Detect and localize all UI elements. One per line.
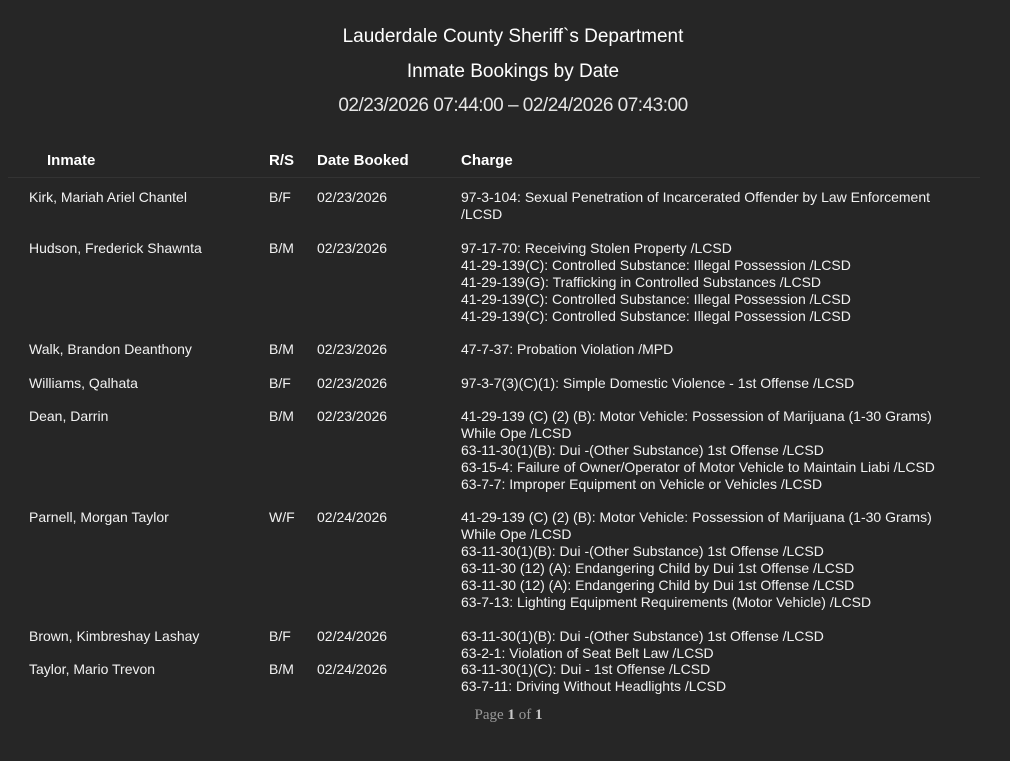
charge-line: 63-2-1: Violation of Seat Belt Law /LCSD — [461, 645, 714, 661]
date-booked: 02/23/2026 — [317, 341, 388, 357]
date-booked: 02/23/2026 — [317, 408, 388, 424]
column-header-inmate: Inmate — [47, 152, 96, 169]
inmate-name: Williams, Qalhata — [29, 375, 138, 391]
charge-line: 63-7-11: Driving Without Headlights /LCSD — [461, 678, 727, 694]
date-range: 02/23/2026 07:44:00 – 02/24/2026 07:43:00 — [338, 95, 688, 116]
charge-list — [461, 240, 981, 325]
charge-line: 63-7-13: Lighting Equipment Requirements (Motor Vehicle) /LCSD — [461, 594, 872, 610]
column-header-charge: Charge — [461, 152, 513, 169]
inmate-name: Parnell, Morgan Taylor — [29, 509, 169, 525]
race-sex: B/F — [269, 189, 291, 205]
inmate-name: Brown, Kimbreshay Lashay — [29, 628, 200, 644]
column-header-date-booked: Date Booked — [317, 152, 409, 169]
charge-line: 63-11-30(1)(C): Dui - 1st Offense /LCSD — [461, 661, 711, 677]
date-booked: 02/23/2026 — [317, 375, 388, 391]
charge-line: 63-11-30(1)(B): Dui -(Other Substance) 1st Offense /LCSD — [461, 442, 824, 458]
charge-line: 41-29-139 (C) (2) (B): Motor Vehicle: Possession of Marijuana (1-30 Grams) — [461, 509, 932, 525]
charge-line: 63-11-30 (12) (A): Endangering Child by Dui 1st Offense /LCSD — [461, 560, 855, 576]
inmate-name: Walk, Brandon Deanthony — [29, 341, 192, 357]
agency-title: Lauderdale County Sheriff`s Department — [342, 26, 684, 47]
charge-line: 63-11-30 (12) (A): Endangering Child by Dui 1st Offense /LCSD — [461, 577, 855, 593]
date-booked: 02/24/2026 — [317, 509, 388, 525]
charge-line: 97-3-7(3)(C)(1): Simple Domestic Violence - 1st Offense /LCSD — [461, 375, 855, 391]
charge-line: While Ope /LCSD — [461, 526, 572, 542]
charge-line: While Ope /LCSD — [461, 425, 572, 441]
race-sex: B/M — [269, 341, 294, 357]
charge-line: 97-17-70: Receiving Stolen Property /LCSD — [461, 240, 732, 256]
charge-line: 63-11-30(1)(B): Dui -(Other Substance) 1st Offense /LCSD — [461, 628, 824, 644]
column-header-rs: R/S — [269, 152, 295, 169]
charge-line: 47-7-37: Probation Violation /MPD — [461, 341, 674, 357]
charge-line: 63-11-30(1)(B): Dui -(Other Substance) 1st Offense /LCSD — [461, 543, 824, 559]
page-indicator — [0, 707, 1010, 724]
race-sex: B/F — [269, 628, 291, 644]
charge-list — [461, 661, 981, 695]
charge-list — [461, 408, 981, 493]
inmate-name: Kirk, Mariah Ariel Chantel — [29, 189, 187, 205]
charge-list — [461, 341, 981, 358]
charge-line: 63-7-7: Improper Equipment on Vehicle or Vehicles /LCSD — [461, 476, 823, 492]
charge-line: 41-29-139(C): Controlled Substance: Illegal Possession /LCSD — [461, 257, 851, 273]
race-sex: B/M — [269, 408, 294, 424]
date-booked: 02/23/2026 — [317, 189, 388, 205]
date-booked: 02/23/2026 — [317, 240, 388, 256]
charge-line: 41-29-139(C): Controlled Substance: Illegal Possession /LCSD — [461, 308, 851, 324]
charge-line: 97-3-104: Sexual Penetration of Incarcerated Offender by Law Enforcement — [461, 189, 931, 205]
page-total: 1 — [534, 707, 543, 723]
charge-line: 41-29-139(C): Controlled Substance: Illegal Possession /LCSD — [461, 291, 851, 307]
race-sex: B/M — [269, 240, 294, 256]
charge-line: 41-29-139(G): Trafficking in Controlled Substances /LCSD — [461, 274, 822, 290]
inmate-name: Taylor, Mario Trevon — [29, 661, 156, 677]
charge-list — [461, 375, 981, 392]
report-title: Inmate Bookings by Date — [406, 61, 620, 82]
header-divider — [8, 177, 980, 178]
charge-list — [461, 189, 981, 223]
charge-list — [461, 628, 981, 662]
charge-line: 41-29-139 (C) (2) (B): Motor Vehicle: Possession of Marijuana (1-30 Grams) — [461, 408, 932, 424]
page-current: 1 — [507, 707, 515, 723]
race-sex: B/M — [269, 661, 294, 677]
inmate-name: Dean, Darrin — [29, 408, 109, 424]
page-word: Page — [474, 707, 504, 723]
charge-line: /LCSD — [461, 206, 503, 222]
date-booked: 02/24/2026 — [317, 628, 388, 644]
race-sex: W/F — [269, 509, 295, 525]
charge-line: 63-15-4: Failure of Owner/Operator of Motor Vehicle to Maintain Liabi /LCSD — [461, 459, 935, 475]
of-word: of — [518, 707, 532, 723]
race-sex: B/F — [269, 375, 291, 391]
inmate-name: Hudson, Frederick Shawnta — [29, 240, 202, 256]
charge-list — [461, 509, 981, 611]
date-booked: 02/24/2026 — [317, 661, 388, 677]
